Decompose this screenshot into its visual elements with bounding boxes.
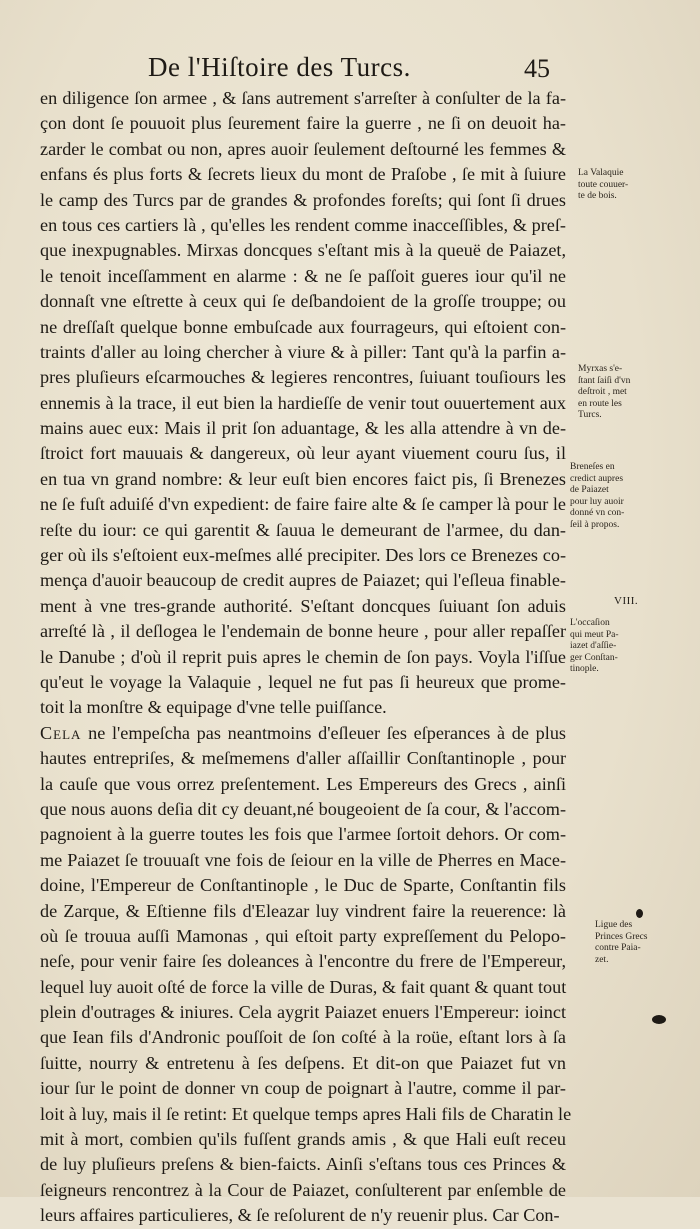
text-line: iour ſur le point de donner vn coup de poignart à l'autre, comme il par-: [40, 1078, 566, 1099]
text-line: ſtroict fort mauuais & dangereux, où leur ayant viuement couru ſus, il: [40, 443, 566, 464]
note-line: credict aupres: [570, 473, 624, 484]
note-line: contre Paia-: [595, 943, 641, 953]
text-line: le camp des Turcs par de grandes & profondes foreſts; qui ſont ſi drues: [40, 189, 566, 210]
note-line: Breneſes en: [570, 462, 615, 472]
text-line: que nous auons deſia dit cy deuant,né bougeoient de ſa cour, & l'accom-: [40, 798, 566, 819]
text-line: ment à vne tres-grande authorité. S'eſtant doncques ſuiuant ſon aduis: [40, 595, 566, 616]
text-line: ſuitte, nourry & entretenu à ſes deſpens. Et dit-on que Paiazet fut vn: [40, 1052, 566, 1073]
note-line: donné vn con-: [570, 508, 625, 518]
text-line: en tous ces cartiers là , qu'elles les rendent comme inacceſſibles, & preſ-: [40, 214, 566, 235]
margin-note-valaquie: [578, 168, 656, 203]
text-line: loit à luy, mais il ſe retint: Et quelque temps apres Hali fils de Charatin le: [40, 1103, 572, 1124]
text-line: donnaſt vne eſtrette à ceux qui ſe deſbandoient de la groſſe trouppe; ou: [40, 291, 566, 312]
note-line: ſeil à propos.: [570, 519, 620, 530]
text-line: plein d'outrages & iniures. Cela aygrit Paiazet enuers l'Empereur: ioinct: [40, 1002, 566, 1023]
note-line: zet.: [595, 954, 609, 965]
text-line: ne l'empeſcha pas neantmoins d'eſleuer ſes eſperances à de plus: [88, 722, 566, 743]
text-line: reſte du iour: ce qui garentit & ſauua le demeurant de l'armee, du dan-: [40, 519, 566, 540]
text-line: le tenoit inceſſamment en alarme : & ne ſe paſſoit gueres iour qu'il ne: [40, 265, 566, 286]
text-line: que Iean fils d'Andronic pouſſoit de ſon coſté à la roüe, eſtant lors à ſa: [40, 1027, 566, 1048]
ink-spot: [636, 909, 643, 918]
text-line: leurs affaires particulieres, & ſe reſolurent de n'y reuenir plus. Car Con-: [40, 1205, 560, 1226]
note-line: te de bois.: [578, 191, 617, 201]
text-line: me Paiazet ſe trouuaſt vne fois de ſeiour en la ville de Pherres en Mace-: [40, 849, 566, 870]
ink-spot: [652, 1015, 666, 1024]
margin-note-breneses: [570, 462, 648, 531]
note-line: Myrxas s'e-: [578, 364, 623, 374]
text-line: en tua vn grand nombre: & leur euſt bien encores faict pis, ſi Brenezes: [40, 468, 566, 489]
note-line: iazet d'aſſie-: [570, 641, 617, 651]
note-line: La Valaquie: [578, 168, 624, 178]
text-line: qu'eut le voyage la Valaquie , lequel ne fut pas ſi heureux que prome-: [40, 671, 566, 692]
text-line: ſeigneurs rencontrez à la Cour de Paiazet, conſulterent par enſemble de: [40, 1179, 566, 1200]
note-line: pour luy auoir: [570, 496, 624, 507]
note-line: en route les: [578, 398, 622, 409]
text-line: toit la monſtre & equipage d'vne telle puiſſance.: [40, 697, 387, 718]
text-line: en diligence ſon armee , & ſans autrement s'arreſter à conſulter de la fa-: [40, 88, 566, 108]
text-line: ne ſe fuſt aduiſé d'vn expedient: de faire faire alte & ſe camper là pour le: [40, 494, 566, 515]
note-line: Princes Grecs: [595, 931, 648, 942]
text-line: où ſe trouua auſſi Mamonas , qui eſtoit party expreſſement du Pelopo-: [40, 925, 566, 946]
text-line: enfans és plus forts & ſecrets lieux du mont de Praſobe , ſe mit à ſuiure: [40, 164, 566, 185]
text-line: zarder le combat ou non, apres auoir ſeulement deſtourné les femmes &: [40, 138, 566, 159]
note-line: deſtroit , met: [578, 387, 627, 397]
text-line: de luy pluſieurs preſens & bien-faicts. Ainſi s'eſtans tous ces Princes &: [40, 1154, 566, 1175]
margin-note-myrxas: [578, 364, 656, 422]
text-line: la cauſe que vous orrez preſentement. Les Empereurs des Grecs , ainſi: [40, 773, 566, 794]
text-line: mença d'auoir beaucoup de credit aupres de Paiazet; qui l'eſleua finable-: [40, 570, 566, 591]
note-line: L'occaſion: [570, 618, 610, 628]
text-line: pres pluſieurs eſcarmouches & legieres rencontres, ſuiuant touſiours les: [40, 367, 566, 388]
text-line: ger où ils s'eſtoient eux-meſmes allé precipiter. Des lors ce Brenezes co-: [40, 545, 566, 566]
text-line: le Danube ; d'où il reprit puis apres le chemin de ſon pays. Voyla l'iſſue: [40, 646, 566, 667]
text-line: neſe, pour venir faire ſes doleances à l'encontre du frere de l'Empereur,: [40, 951, 566, 972]
text-line: hautes entrepriſes, & meſmemens d'aller aſſaillir Conſtantinople , pour: [40, 748, 566, 769]
note-line: Turcs.: [578, 410, 602, 420]
margin-note-occasion: [570, 618, 648, 676]
note-line: ſtant ſaiſi d'vn: [578, 375, 631, 386]
text-line: pagnoient à la guerre toutes les fois que l'armee ſortoit dehors. Or com-: [40, 824, 566, 845]
note-line: de Paiazet: [570, 485, 609, 495]
note-line: tinople.: [570, 664, 599, 674]
note-line: toute couuer-: [578, 179, 629, 190]
paragraph-opening-line: [40, 721, 566, 746]
text-line: que inexpugnables. Mirxas doncques s'eſtant mis à la queuë de Paiazet,: [40, 240, 566, 261]
main-text: [40, 86, 572, 1229]
note-line: qui meut Pa-: [570, 629, 619, 640]
text-line: arreſté là , il deſlogea le l'endemain de bonne heure , pour aller repaſſer: [40, 621, 566, 642]
text-line: doine, l'Empereur de Conſtantinople , le Duc de Sparte, Conſtantin fils: [40, 875, 566, 896]
text-line: ennemis à la trace, il eut bien la hardieſſe de venir tout ouuertement aux: [40, 392, 566, 413]
text-line: çon dont ſe pouuoit plus ſeurement faire la guerre , ne ſi on deuoit ha-: [40, 113, 566, 134]
page-number: 45: [524, 54, 550, 83]
note-line: ger Conſtan-: [570, 652, 618, 663]
section-number: VIII.: [614, 595, 639, 607]
running-title: De l'Hiſtoire des Turcs.: [148, 52, 411, 82]
text-line: ne dreſſaſt quelque bonne embuſcade aux fourrageurs, qui eſtoient con-: [40, 316, 566, 337]
paragraph-lead-word: Cela: [40, 722, 82, 743]
text-line: traints d'aller au loing chercher à viure & à piller: Tant qu'à la parfin a-: [40, 341, 566, 362]
text-line: de Zarque, & Eſtienne fils d'Eleazar luy vindrent faire la reuerence: là: [40, 900, 566, 921]
text-line: lequel luy auoit oſté de force la ville de Duras, & fait quant & quant tout: [40, 976, 567, 997]
margin-note-ligue: [595, 920, 673, 966]
text-line: mains auec eux: Mais il prit ſon aduantage, & les alla attendre à vn de-: [40, 418, 566, 439]
text-line: mit à mort, combien qu'ils fuſſent grands amis , & que Hali euſt receu: [40, 1129, 566, 1150]
note-line: Ligue des: [595, 920, 633, 930]
